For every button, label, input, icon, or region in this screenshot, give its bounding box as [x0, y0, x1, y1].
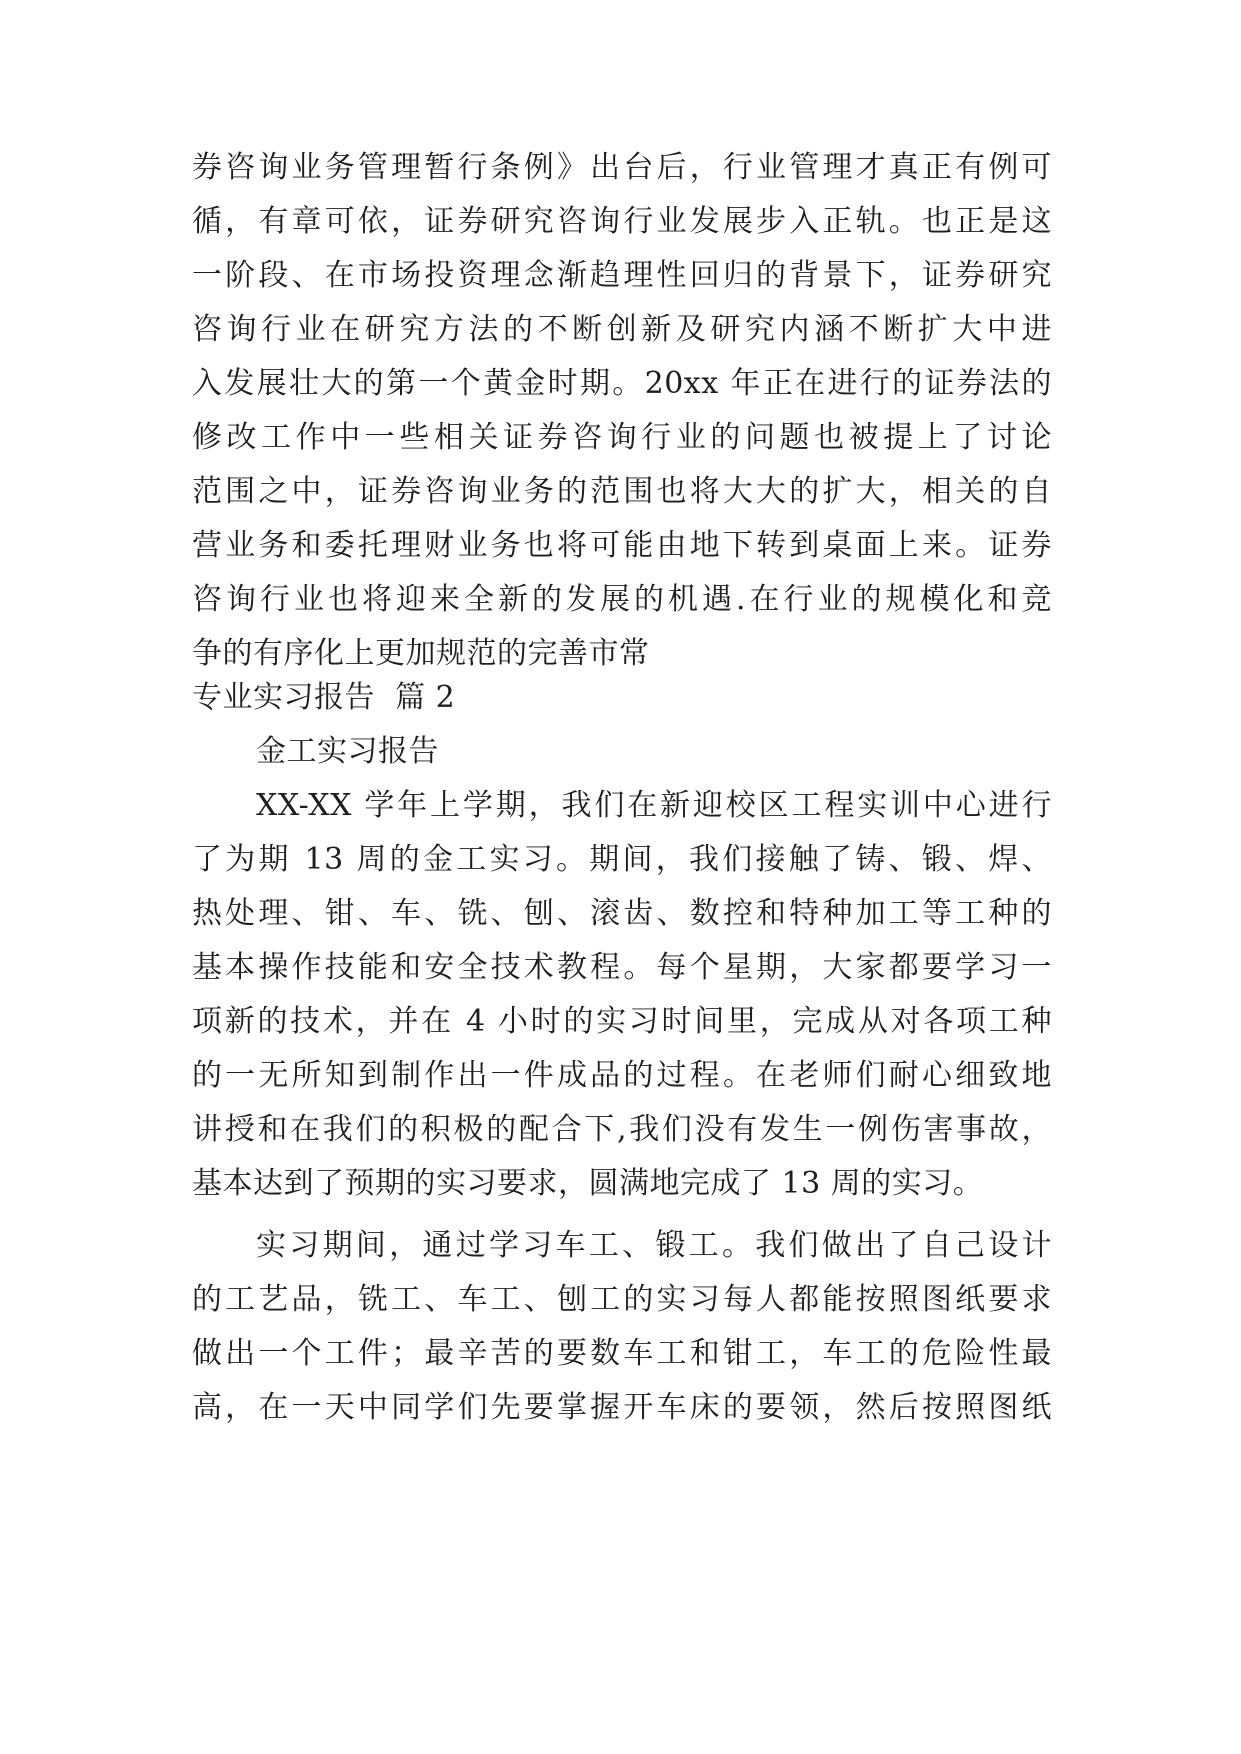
paragraph-line: 高，在一天中同学们先要掌握开车床的要领，然后按照图纸 — [192, 1390, 1052, 1425]
paragraph-line: XX-XX 学年上学期，我们在新迎校区工程实训中心进行 — [256, 788, 1052, 823]
paragraph-line: 咨询行业在研究方法的不断创新及研究内涵不断扩大中进 — [192, 312, 1052, 347]
paragraph-line: 项新的技术，并在 4 小时的实习时间里，完成从对各项工种 — [192, 1004, 1052, 1039]
paragraph-line: 的工艺品，铣工、车工、刨工的实习每人都能按照图纸要求 — [192, 1282, 1052, 1317]
paragraph-line: 入发展壮大的第一个黄金时期。20xx 年正在进行的证券法的 — [192, 366, 1052, 401]
paragraph-line: 基本操作技能和安全技术教程。每个星期，大家都要学习一 — [192, 950, 1052, 985]
paragraph-line: 循，有章可依，证券研究咨询行业发展步入正轨。也正是这 — [192, 204, 1052, 239]
paragraph-line: 券咨询业务管理暂行条例》出台后，行业管理才真正有例可 — [192, 150, 1052, 185]
paragraph-line: 基本达到了预期的实习要求，圆满地完成了 13 周的实习。 — [192, 1166, 984, 1201]
paragraph-line: 做出一个工件；最辛苦的要数车工和钳工，车工的危险性最 — [192, 1336, 1052, 1371]
paragraph-line: 咨询行业也将迎来全新的发展的机遇.在行业的规模化和竞 — [192, 582, 1052, 617]
section-heading: 专业实习报告 篇 2 — [192, 680, 456, 715]
paragraph-line: 热处理、钳、车、铣、刨、滚齿、数控和特种加工等工种的 — [192, 896, 1052, 931]
paragraph-line: 实习期间，通过学习车工、锻工。我们做出了自己设计 — [256, 1228, 1052, 1263]
report-title: 金工实习报告 — [256, 734, 439, 769]
paragraph-line: 修改工作中一些相关证券咨询行业的问题也被提上了讨论 — [192, 420, 1052, 455]
paragraph-line: 争的有序化上更加规范的完善市常 — [192, 636, 650, 671]
paragraph-line: 营业务和委托理财业务也将可能由地下转到桌面上来。证券 — [192, 528, 1052, 563]
paragraph-line: 范围之中，证券咨询业务的范围也将大大的扩大，相关的自 — [192, 474, 1052, 509]
paragraph-line: 了为期 13 周的金工实习。期间，我们接触了铸、锻、焊、 — [192, 842, 1052, 877]
paragraph-line: 的一无所知到制作出一件成品的过程。在老师们耐心细致地 — [192, 1058, 1052, 1093]
paragraph-line: 一阶段、在市场投资理念渐趋理性回归的背景下，证券研究 — [192, 258, 1052, 293]
paragraph-line: 讲授和在我们的积极的配合下,我们没有发生一例伤害事故， — [192, 1112, 1052, 1147]
